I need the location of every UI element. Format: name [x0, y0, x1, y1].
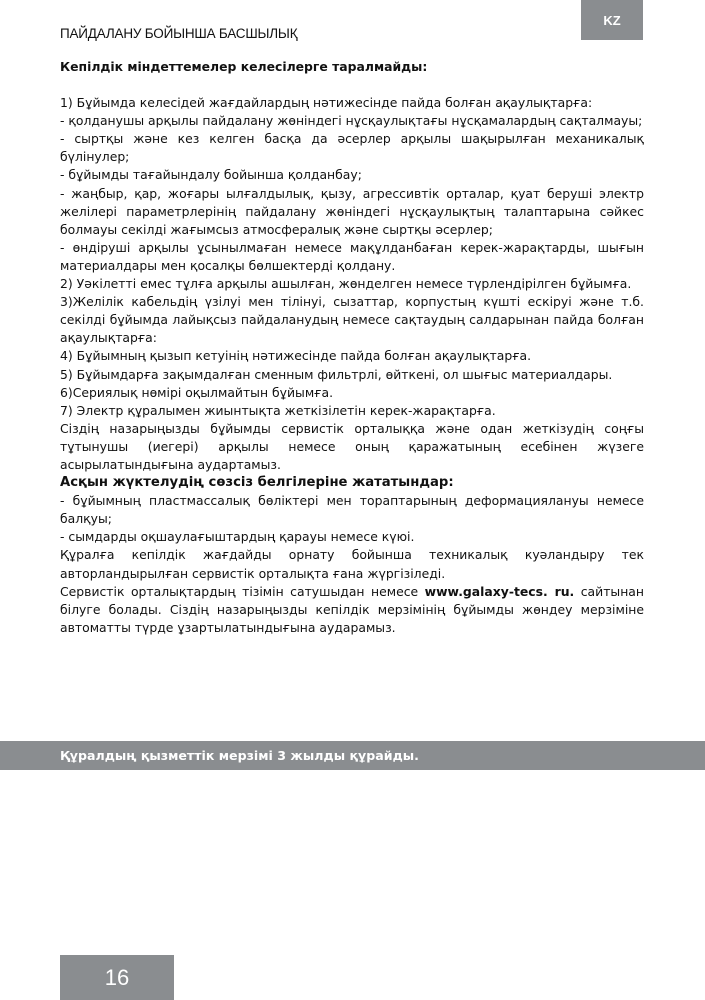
service-centers-paragraph	[60, 583, 644, 637]
page-header-title: ПАЙДАЛАНУ БОЙЫНША БАСШЫЛЫҚ	[60, 26, 298, 41]
paragraph: - сыртқы және кез келген басқа да әсерлер арқылы шақырылған механикалық бүлінулер;	[60, 131, 644, 165]
paragraph: Сіздің назарыңызды бұйымды сервистік орталыққа және одан жеткізудің соңғы тұтынушы (иегері) арқылы немесе оның қаражатының есебінен жүзеге асырылатындығына аудартамыз.	[60, 420, 644, 472]
page-number: 16	[60, 955, 174, 1000]
paragraph: 3)Желілік кабельдің үзілуі мен тілінуі, сызаттар, корпустың күшті ескіруі және т.б. секілді бұйымда лайықсыз пайдаланудың немесе сақтаудың салдарынан пайда болған ақаулықтарға:	[60, 294, 644, 346]
paragraph: 6)Сериялық нөмірі оқылмайтын бұйымға.	[60, 384, 334, 400]
paragraph: 2) Уәкілетті емес тұлға арқылы ашылған, жөнделген немесе түрлендірілген бұйымға.	[60, 276, 632, 292]
warranty-text-section	[60, 58, 644, 637]
website-link[interactable]: www.galaxy-tecs. ru.	[424, 583, 575, 599]
paragraph: Құралға кепілдік жағдайды орнату бойынша техникалық куәландыру тек авторландырылған сервистік орталықта ғана жүргізіледі.	[60, 547, 644, 581]
paragraph: - бұйымды тағайындалу бойынша қолданбау;	[60, 167, 362, 183]
paragraph: 5) Бұйымдарға зақымдалған сменным фильтрлі, өйткені, ол шығыс материалдары.	[60, 366, 613, 382]
paragraph: - өндіруші арқылы ұсынылмаған немесе мақұлданбаған керек-жарақтарды, шығын материалдары мен қосалқы бөлшектерді қолдану.	[60, 239, 644, 273]
service-text-suffix: сайтынан білуге болады. Сіздің назарыңызды кепілдік мерзімінің бұйымды жөндеу мерзіміне автоматты түрде ұзартылатындығына аударамыз.	[60, 583, 644, 635]
paragraph: 4) Бұйымның қызып кетуінің нәтижесінде пайда болған ақаулықтарға.	[60, 348, 532, 364]
paragraph: 7) Электр құралымен жиынтықта жеткізілетін керек-жарақтарға.	[60, 402, 496, 418]
language-badge: KZ	[581, 0, 643, 40]
paragraph: 1) Бұйымда келесідей жағдайлардың нәтижесінде пайда болған ақаулықтарға:	[60, 95, 593, 111]
paragraph: - қолданушы арқылы пайдалану жөніндегі нұсқаулықтағы нұсқамалардың сақталмауы;	[60, 113, 643, 129]
paragraph: - сымдарды оқшаулағыштардың қарауы немесе күюі.	[60, 529, 415, 545]
service-life-banner: Құралдың қызметтік мерзімі 3 жылды құрайды.	[0, 741, 705, 770]
paragraph: - бұйымның пластмассалық бөліктері мен тораптарының деформациялануы немесе балқуы;	[60, 493, 644, 527]
overload-signs-heading: Асқын жүктелудің сөзсіз белгілеріне жататындар:	[60, 475, 454, 491]
warranty-exclusions-heading: Кепілдік міндеттемелер келесілерге таралмайды:	[60, 59, 428, 74]
paragraph: - жаңбыр, қар, жоғары ылғалдылық, қызу, агрессивтік орталар, қуат беруші электр желілері параметрлерінің пайдалану жөніндегі нұсқаулықтың талаптарына сәйкес болмауы секілді жағымсыз атмосфералық және сыртқы әсерлер;	[60, 185, 644, 237]
service-text-prefix: Сервистік орталықтардың тізімін сатушыдан немесе	[60, 583, 425, 599]
